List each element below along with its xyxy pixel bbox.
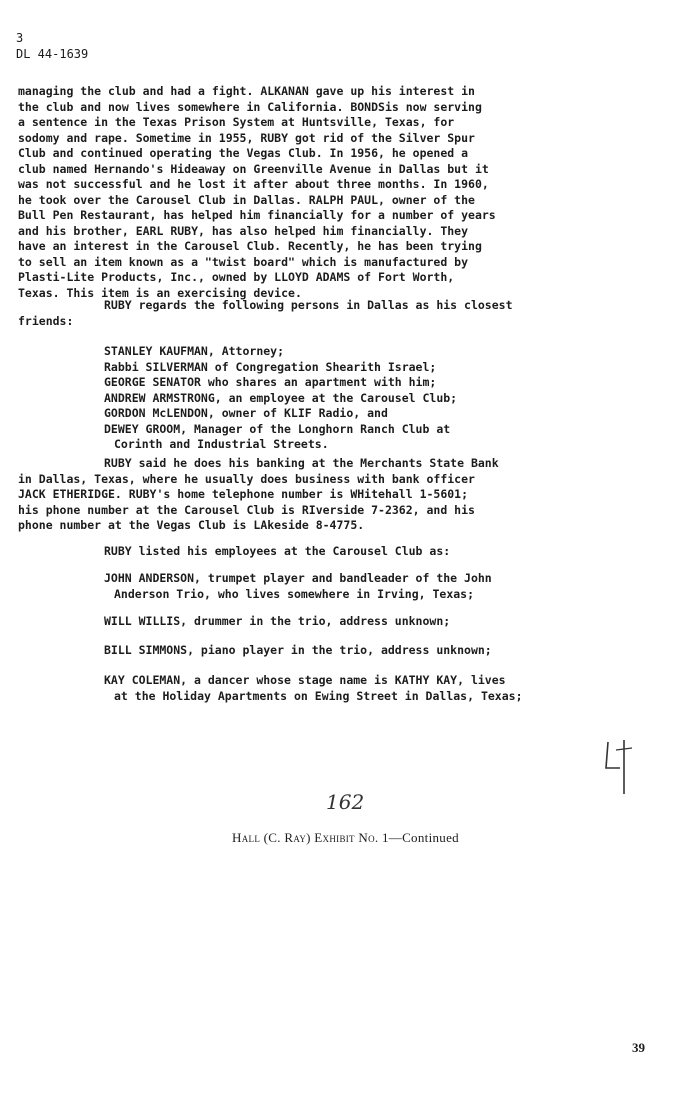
handwritten-page-number: 162 <box>326 790 365 814</box>
text-line: RUBY said he does his banking at the Merchants State Bank <box>104 456 499 470</box>
header-file-number: DL 44-1639 <box>16 47 89 61</box>
text-line: sodomy and rape. Sometime in 1955, RUBY got rid of the Silver Spur <box>18 130 475 145</box>
text-line: friends: <box>18 313 74 328</box>
text-line: JACK ETHERIDGE. RUBY's home telephone number is WHitehall 1-5601; <box>18 487 469 501</box>
paragraph-closest-friends <box>18 298 513 329</box>
text-line: managing the club and had a fight. ALKANAN gave up his interest in <box>18 84 475 98</box>
text-line: Club and continued operating the Vegas Club. In 1956, he opened a <box>18 146 469 160</box>
exhibit-caption <box>0 830 691 846</box>
text-line: was not successful and he lost it after about three months. In 1960, <box>18 177 489 191</box>
list-item: BILL SIMMONS, piano player in the trio, address unknown; <box>104 643 492 657</box>
paragraph-banking <box>18 456 499 534</box>
text-line: the club and now lives somewhere in California. BONDSis now serving <box>18 99 482 114</box>
list-item: WILL WILLIS, drummer in the trio, address unknown; <box>104 614 451 628</box>
list-item-continuation: Anderson Trio, who lives somewhere in Irving, Texas; <box>114 586 475 601</box>
list-item: KAY COLEMAN, a dancer whose stage name is KATHY KAY, lives <box>104 673 506 687</box>
list-item-continuation: at the Holiday Apartments on Ewing Street in Dallas, Texas; <box>114 688 523 703</box>
caption-continued: —Continued <box>388 830 459 845</box>
body-text <box>18 84 618 301</box>
text-line: his phone number at the Carousel Club is RIverside 7-2362, and his <box>18 502 475 517</box>
friends-list <box>104 344 457 453</box>
text-line: Texas. This item is an exercising device. <box>18 285 302 300</box>
caption-exhibit: Hall (C. Ray) Exhibit No. 1 <box>232 830 389 845</box>
list-item: GEORGE SENATOR who shares an apartment with him; <box>104 375 437 389</box>
page-number: 39 <box>632 1040 645 1055</box>
list-item: GORDON McLENDON, owner of KLIF Radio, and <box>104 406 388 420</box>
text-line: a sentence in the Texas Prison System at Huntsville, Texas, for <box>18 115 455 129</box>
list-item: DEWEY GROOM, Manager of the Longhorn Ranch Club at <box>104 421 451 436</box>
document-header <box>16 30 88 62</box>
text-line: have an interest in the Carousel Club. Recently, he has been trying <box>18 239 482 253</box>
text-line: RUBY regards the following persons in Dallas as his closest <box>104 298 513 312</box>
text-line: Bull Pen Restaurant, has helped him financially for a number of years <box>18 208 496 222</box>
paragraph-club-history <box>18 84 618 301</box>
text-line: Plasti-Lite Products, Inc., owned by LLOYD ADAMS of Fort Worth, <box>18 270 455 284</box>
employee-item <box>104 614 450 630</box>
employee-item <box>104 673 523 704</box>
text-line: phone number at the Vegas Club is LAkeside 8-4775. <box>18 518 365 532</box>
text-line: in Dallas, Texas, where he usually does business with bank officer <box>18 471 475 486</box>
paragraph-employees <box>104 544 450 560</box>
list-item: Rabbi SILVERMAN of Congregation Shearith Israel; <box>104 359 437 374</box>
text-line: RUBY listed his employees at the Carousel Club as: <box>104 544 451 558</box>
text-line: he took over the Carousel Club in Dallas. RALPH PAUL, owner of the <box>18 192 475 207</box>
list-item: STANLEY KAUFMAN, Attorney; <box>104 344 285 358</box>
handwritten-initials-mark <box>598 738 638 796</box>
employee-item <box>104 643 492 659</box>
list-item: JOHN ANDERSON, trumpet player and bandleader of the John <box>104 571 492 585</box>
text-line: club named Hernando's Hideaway on Greenville Avenue in Dallas but it <box>18 161 489 176</box>
text-line: to sell an item known as a "twist board" which is manufactured by <box>18 254 469 269</box>
employee-item <box>104 571 492 602</box>
header-page-number: 3 <box>16 31 24 45</box>
list-item-continuation: Corinth and Industrial Streets. <box>114 437 329 451</box>
text-line: and his brother, EARL RUBY, has also helped him financially. They <box>18 223 469 238</box>
list-item: ANDREW ARMSTRONG, an employee at the Carousel Club; <box>104 390 458 405</box>
